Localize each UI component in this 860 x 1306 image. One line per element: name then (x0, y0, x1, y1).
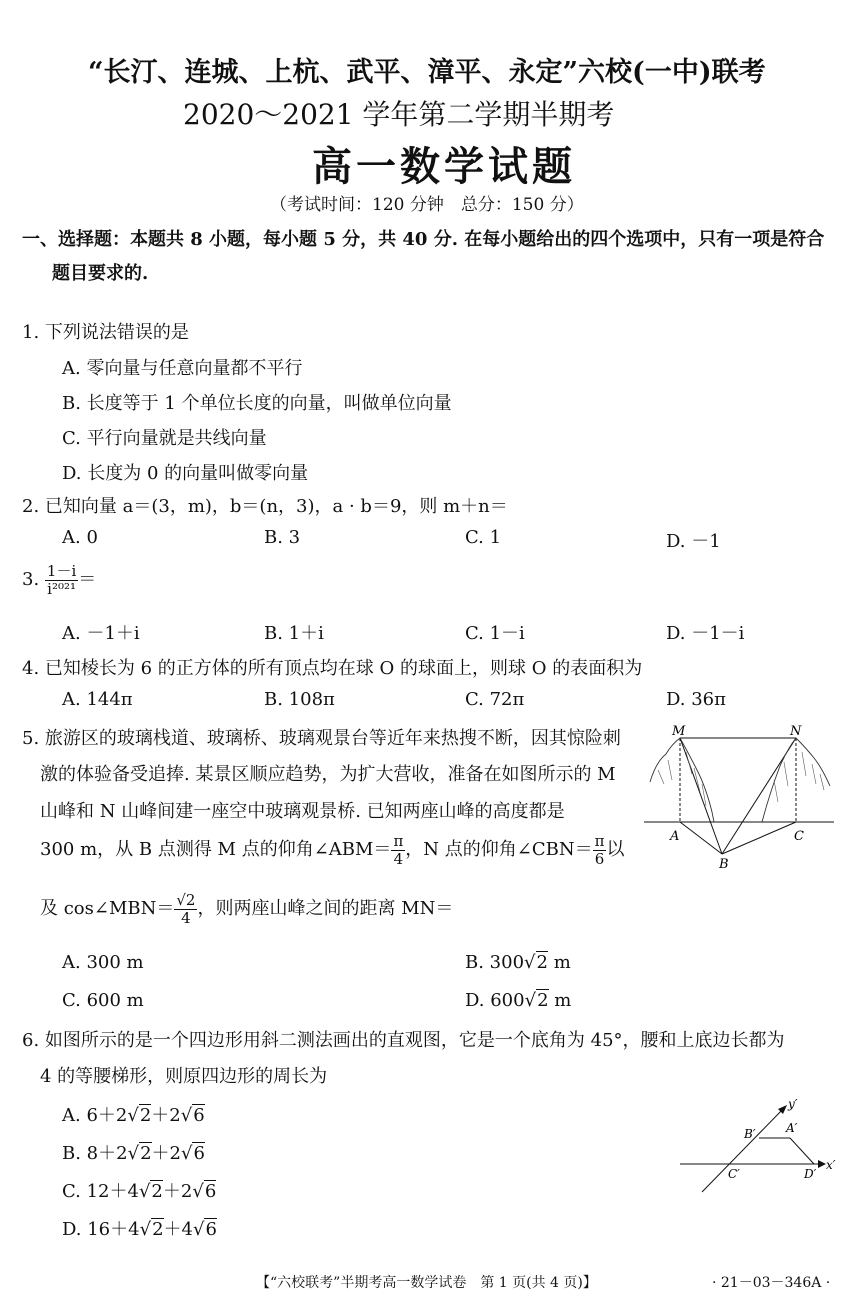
option-prefix: C. 12＋4 (62, 1181, 139, 1202)
question-5-option-a: A. 300 m (62, 952, 144, 973)
sqrt-radicand: 6 (205, 1219, 217, 1240)
label-n: N (790, 724, 802, 739)
question-5-option-b (465, 952, 571, 973)
mountain-n-shading (774, 752, 824, 802)
question-5-cos: 及 cos∠MBN＝ (40, 898, 175, 919)
question-5-option-d (465, 990, 571, 1011)
section-heading-cont: 题目要求的. (52, 263, 149, 284)
sqrt-radicand: 6 (204, 1181, 217, 1202)
question-3-number: 3. (22, 569, 40, 590)
question-5-cbn: ，N 点的仰角∠CBN＝ (405, 839, 593, 860)
question-5-fraction-pi-4 (391, 833, 405, 867)
question-3-option-c: C. 1－i (465, 623, 525, 644)
label-x-prime: x′ (826, 1158, 836, 1172)
label-b: B (719, 857, 729, 872)
question-3-fraction (45, 563, 78, 597)
question-6-option-d (62, 1215, 217, 1241)
question-2-option-d: D. －1 (666, 531, 721, 552)
question-3-option-d: D. －1－i (666, 623, 745, 644)
question-4-option-c: C. 72π (465, 689, 525, 710)
label-d-prime: D′ (804, 1167, 817, 1181)
question-2-option-c: C. 1 (465, 527, 502, 548)
sqrt-symbol: √ (127, 1105, 139, 1126)
y-axis (702, 1108, 784, 1192)
question-5-option-c: C. 600 m (62, 990, 144, 1011)
question-5-line-5 (40, 892, 453, 926)
page-title: 高一数学试题 (312, 143, 576, 190)
section-heading: 一、选择题：本题共 8 小题，每小题 5 分，共 40 分. 在每小题给出的四个选项中，只有一项是符合 (22, 229, 825, 250)
question-5-fraction-pi-6 (593, 833, 607, 867)
label-m: M (672, 724, 686, 739)
mountain-figure (642, 722, 838, 872)
sqrt-symbol: √ (180, 1143, 193, 1164)
question-4-option-b: B. 108π (264, 689, 335, 710)
sqrt-radicand: 2 (152, 1219, 164, 1240)
label-c-prime: C′ (728, 1167, 740, 1181)
sqrt-radicand: 2 (140, 1143, 152, 1164)
sqrt-symbol: √ (192, 1219, 205, 1240)
trapezoid-right-leg (790, 1138, 814, 1164)
question-5-abm: 300 m，从 B 点测得 M 点的仰角∠ABM＝ (40, 839, 392, 860)
option-prefix: D. 16＋4 (62, 1219, 140, 1240)
bm-line (680, 738, 722, 854)
fraction-numerator: π (393, 832, 404, 850)
cb-line (722, 822, 796, 854)
question-2-option-a: A. 0 (62, 527, 98, 548)
sqrt-symbol: √ (524, 952, 536, 973)
footer-code: · 21－03－346A · (712, 1275, 831, 1291)
option-suffix: m (548, 990, 572, 1011)
exam-union-title: “长汀、连城、上杭、武平、漳平、永定”六校(一中)联考 (88, 57, 766, 88)
question-3-numerator: 1－i (46, 562, 77, 580)
question-5-and: 以 (606, 839, 625, 860)
sqrt-symbol: √ (524, 990, 537, 1011)
trapezoid-figure (676, 1094, 840, 1196)
question-6-option-b (62, 1139, 205, 1165)
question-3-stem (22, 563, 96, 597)
sqrt-symbol: √ (127, 1143, 140, 1164)
option-prefix: A. 6＋2 (62, 1105, 128, 1126)
mountain-m-outline (650, 738, 714, 822)
question-4-option-d: D. 36π (666, 689, 726, 710)
question-6-option-c (62, 1177, 216, 1203)
question-3-option-b: B. 1＋i (264, 623, 324, 644)
fraction-numerator: π (594, 832, 605, 850)
fraction-denominator: 6 (594, 849, 605, 868)
question-2-stem: 2. 已知向量 a＝(3，m)，b＝(n，3)，a · b＝9，则 m＋n＝ (22, 496, 508, 517)
question-5-line-3: 山峰和 N 山峰间建一座空中玻璃观景桥. 已知两座山峰的高度都是 (40, 801, 565, 822)
question-6-line-2: 4 的等腰梯形，则原四边形的周长为 (40, 1066, 328, 1087)
label-a: A (670, 829, 680, 844)
label-a-prime: A′ (786, 1121, 798, 1135)
sqrt-radicand: 6 (193, 1143, 205, 1164)
option-prefix: D. 600 (465, 990, 525, 1011)
label-y-prime: y′ (788, 1097, 798, 1111)
sqrt-radicand: 6 (193, 1105, 205, 1126)
question-1-option-d: D. 长度为 0 的向量叫做零向量 (62, 463, 309, 484)
mountain-m-shading (658, 752, 706, 806)
question-4-option-a: A. 144π (62, 689, 133, 710)
question-3-denominator: i²⁰²¹ (47, 579, 77, 598)
option-suffix: m (547, 952, 571, 973)
exam-info: （考试时间：120 分钟 总分：150 分） (270, 195, 584, 215)
question-1-option-a: A. 零向量与任意向量都不平行 (62, 358, 303, 379)
sqrt-symbol: √ (139, 1219, 152, 1240)
question-3-option-a: A. －1＋i (62, 623, 140, 644)
sqrt-symbol: √ (138, 1181, 151, 1202)
x-axis-arrow (818, 1160, 826, 1168)
question-1-stem: 1. 下列说法错误的是 (22, 322, 189, 343)
exam-term-title: 2020～2021 学年第二学期半期考 (183, 98, 615, 131)
question-6-line-1: 6. 如图所示的是一个四边形用斜二测法画出的直观图，它是一个底角为 45°，腰和上底边长都为 (22, 1030, 785, 1051)
fraction-denominator: 4 (181, 908, 191, 927)
question-5-ask: ，则两座山峰之间的距离 MN＝ (197, 898, 454, 919)
sqrt-symbol: √ (180, 1105, 193, 1126)
option-prefix: B. 300 (465, 952, 525, 973)
question-5-line-2: 激的体验备受追捧. 某景区顺应趋势，为扩大营收，准备在如图所示的 M (40, 764, 616, 785)
question-1-option-c: C. 平行向量就是共线向量 (62, 428, 267, 449)
option-middle: ＋2 (151, 1143, 181, 1164)
sqrt-radicand: 2 (139, 1105, 152, 1126)
option-middle: ＋4 (163, 1219, 193, 1240)
question-4-stem: 4. 已知棱长为 6 的正方体的所有顶点均在球 O 的球面上，则球 O 的表面积为 (22, 658, 643, 679)
question-6-option-a (62, 1101, 205, 1127)
question-2-option-b: B. 3 (264, 527, 301, 548)
question-5-line-1: 5. 旅游区的玻璃栈道、玻璃桥、玻璃观景台等近年来热搜不断，因其惊险刺 (22, 728, 621, 749)
question-5-fraction-sqrt2-4 (174, 892, 197, 926)
option-middle: ＋2 (151, 1105, 181, 1126)
label-b-prime: B′ (744, 1127, 756, 1141)
option-prefix: B. 8＋2 (62, 1143, 128, 1164)
question-5-line-4 (40, 833, 624, 867)
question-3-equals: ＝ (78, 569, 97, 590)
option-middle: ＋2 (162, 1181, 193, 1202)
question-1-option-b: B. 长度等于 1 个单位长度的向量，叫做单位向量 (62, 393, 452, 414)
footer-page-info: 【“六校联考”半期考高一数学试卷 第 1 页(共 4 页)】 (256, 1275, 597, 1291)
label-c: C (794, 829, 804, 844)
sqrt-radicand: 2 (537, 990, 549, 1011)
sqrt-symbol: √ (192, 1181, 204, 1202)
fraction-denominator: 4 (393, 849, 404, 868)
sqrt-radicand: 2 (536, 952, 548, 973)
sqrt-radicand: 2 (151, 1181, 163, 1202)
fraction-numerator: √2 (176, 891, 196, 909)
